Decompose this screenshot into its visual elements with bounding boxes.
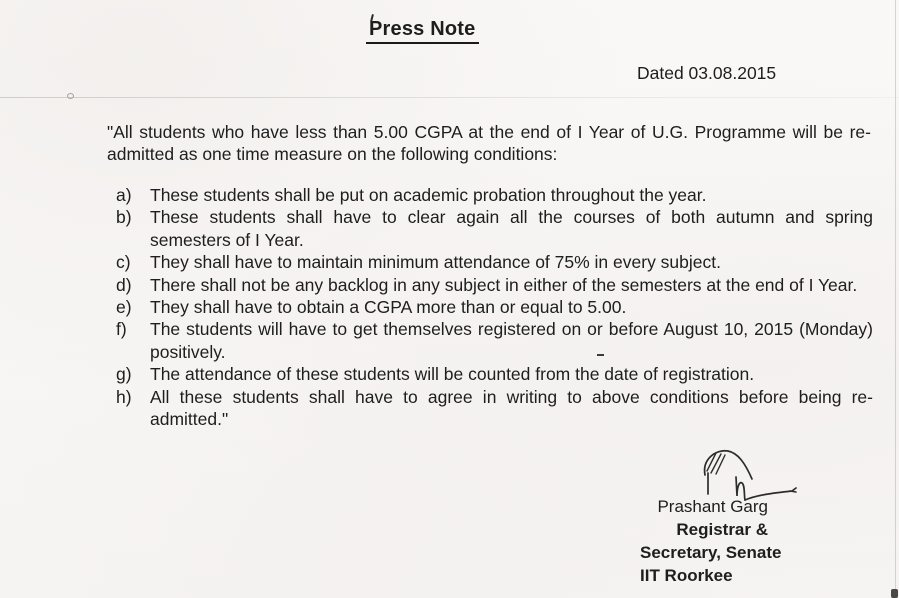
- signatory-role-3: IIT Roorkee: [640, 566, 733, 585]
- condition-item-d: [116, 274, 873, 296]
- condition-item-g: [116, 363, 873, 385]
- signatory-role-2: Secretary, Senate: [640, 543, 782, 562]
- conditions-list: [116, 184, 873, 430]
- condition-marker: g): [116, 364, 132, 385]
- condition-text: These students shall have to clear again all the courses of both autumn and spring semesters of I Year.: [150, 207, 873, 250]
- condition-text: The students will have to get themselves registered on or before August 10, 2015 (Monday) positively.: [150, 319, 873, 362]
- condition-marker: d): [116, 274, 132, 295]
- signatory-role-1: Registrar &: [676, 520, 768, 539]
- condition-item-b: [116, 206, 873, 251]
- condition-text: They shall have to maintain minimum attendance of 75% in every subject.: [150, 252, 721, 273]
- condition-marker: f): [116, 319, 127, 340]
- scan-artifact-speck: [67, 93, 74, 99]
- condition-text: They shall have to obtain a CGPA more than or equal to 5.00.: [150, 297, 627, 318]
- scan-artifact-corner-blob: [891, 589, 898, 598]
- date-line: Dated 03.08.2015: [637, 63, 777, 83]
- condition-marker: c): [116, 252, 131, 273]
- scan-artifact-right-edge: [895, 0, 896, 598]
- condition-item-c: [116, 251, 873, 273]
- condition-text: The attendance of these students will be counted from the date of registration.: [150, 364, 755, 385]
- condition-marker: b): [116, 207, 132, 228]
- condition-text: These students shall be put on academic probation throughout the year.: [150, 185, 707, 205]
- scan-artifact-crease-line: [0, 97, 899, 98]
- condition-text: All these students shall have to agree in writing to above conditions before being re-admitted.": [150, 386, 873, 430]
- page-title: Press Note: [366, 18, 479, 44]
- condition-marker: e): [116, 297, 132, 318]
- condition-marker: a): [116, 185, 132, 205]
- signatory-block: [640, 495, 782, 587]
- condition-text: There shall not be any backlog in any subject in either of the semesters at the end of I Year.: [150, 274, 858, 295]
- scan-artifact-dash: [597, 354, 604, 356]
- condition-item-e: [116, 296, 873, 318]
- signatory-name: Prashant Garg: [657, 497, 768, 516]
- condition-item-h: [116, 386, 873, 431]
- condition-marker: h): [116, 386, 132, 407]
- condition-item-a: [116, 184, 873, 206]
- condition-item-f: [116, 318, 873, 363]
- intro-paragraph: "All students who have less than 5.00 CGPA at the end of I Year of U.G. Programme will be re-admitted as one time measure on the following conditions:: [107, 122, 871, 165]
